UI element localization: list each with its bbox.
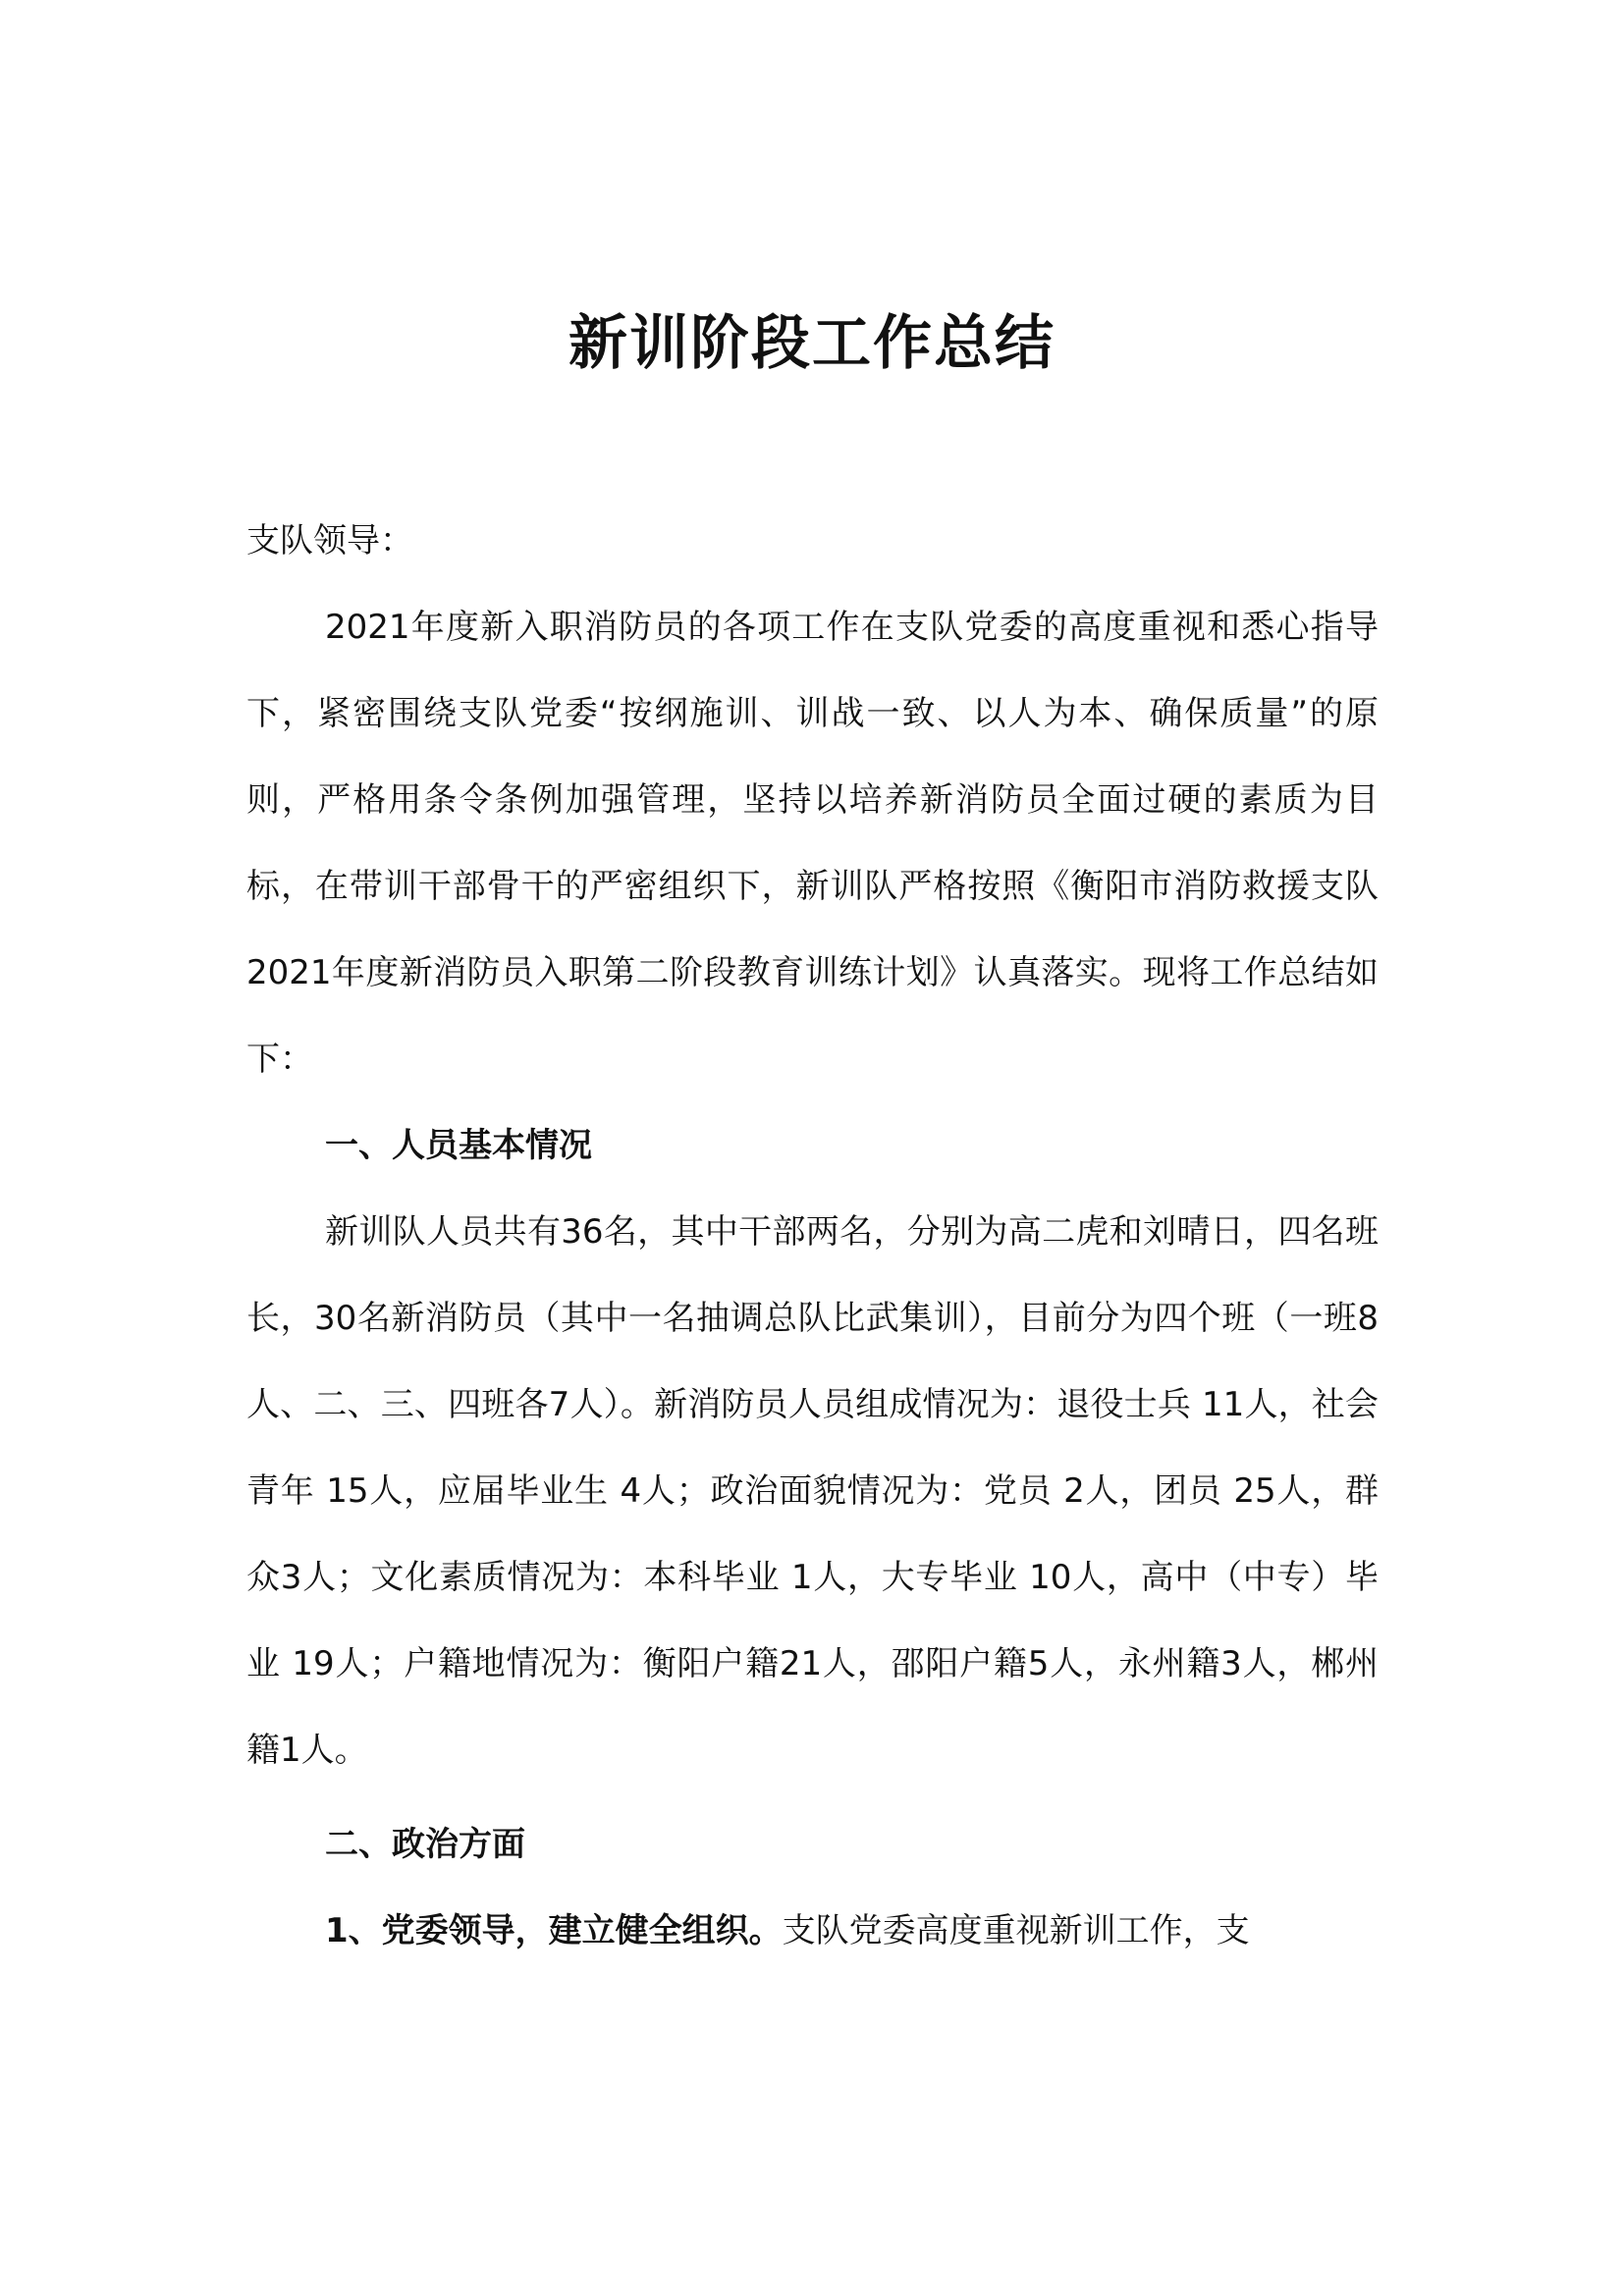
salutation: 支队领导： [246,521,413,561]
politics-item-1 [246,1888,1379,1974]
politics-item-1-heading: 1、党委领导，建立健全组织。 [325,1911,783,1950]
politics-item-1-body: 支队党委高度重视新训工作，支 [782,1911,1250,1950]
document-body [246,498,1379,1974]
section-heading-personnel: 一、人员基本情况 [325,1126,592,1165]
intro-paragraph: 2021年度新入职消防员的各项工作在支队党委的高度重视和悉心指导下，紧密围绕支队党委“按纲施训、训战一致、以人为本、确保质量”的原则，严格用条令条例加强管理，坚持以培养新消防员全面过硬的素质为目标，在带训干部骨干的严密组织下，新训队严格按照《衡阳市消防救援支队2021年度新消防员入职第二阶段教育训练计划》认真落实。现将工作总结如下： [246,608,1379,1079]
document-title: 新训阶段工作总结 [568,309,1056,379]
section-heading-politics: 二、政治方面 [325,1825,525,1864]
personnel-paragraph: 新训队人员共有36名，其中干部两名，分别为高二虎和刘晴日，四名班长，30名新消防员（其中一名抽调总队比武集训），目前分为四个班（一班8人、二、三、四班各7人）。新消防员人员组成情况为：退役士兵 11人，社会青年 15人，应届毕业生 4人；政治面貌情况为：党员 2人，团员 25人，群众3人；文化素质情况为：本科毕业 1人，大专毕业 10人，高中（中专）毕业 19人；户籍地情况为：衡阳户籍21人，邵阳户籍5人，永州籍3人，郴州籍1人。 [246,1212,1379,1770]
